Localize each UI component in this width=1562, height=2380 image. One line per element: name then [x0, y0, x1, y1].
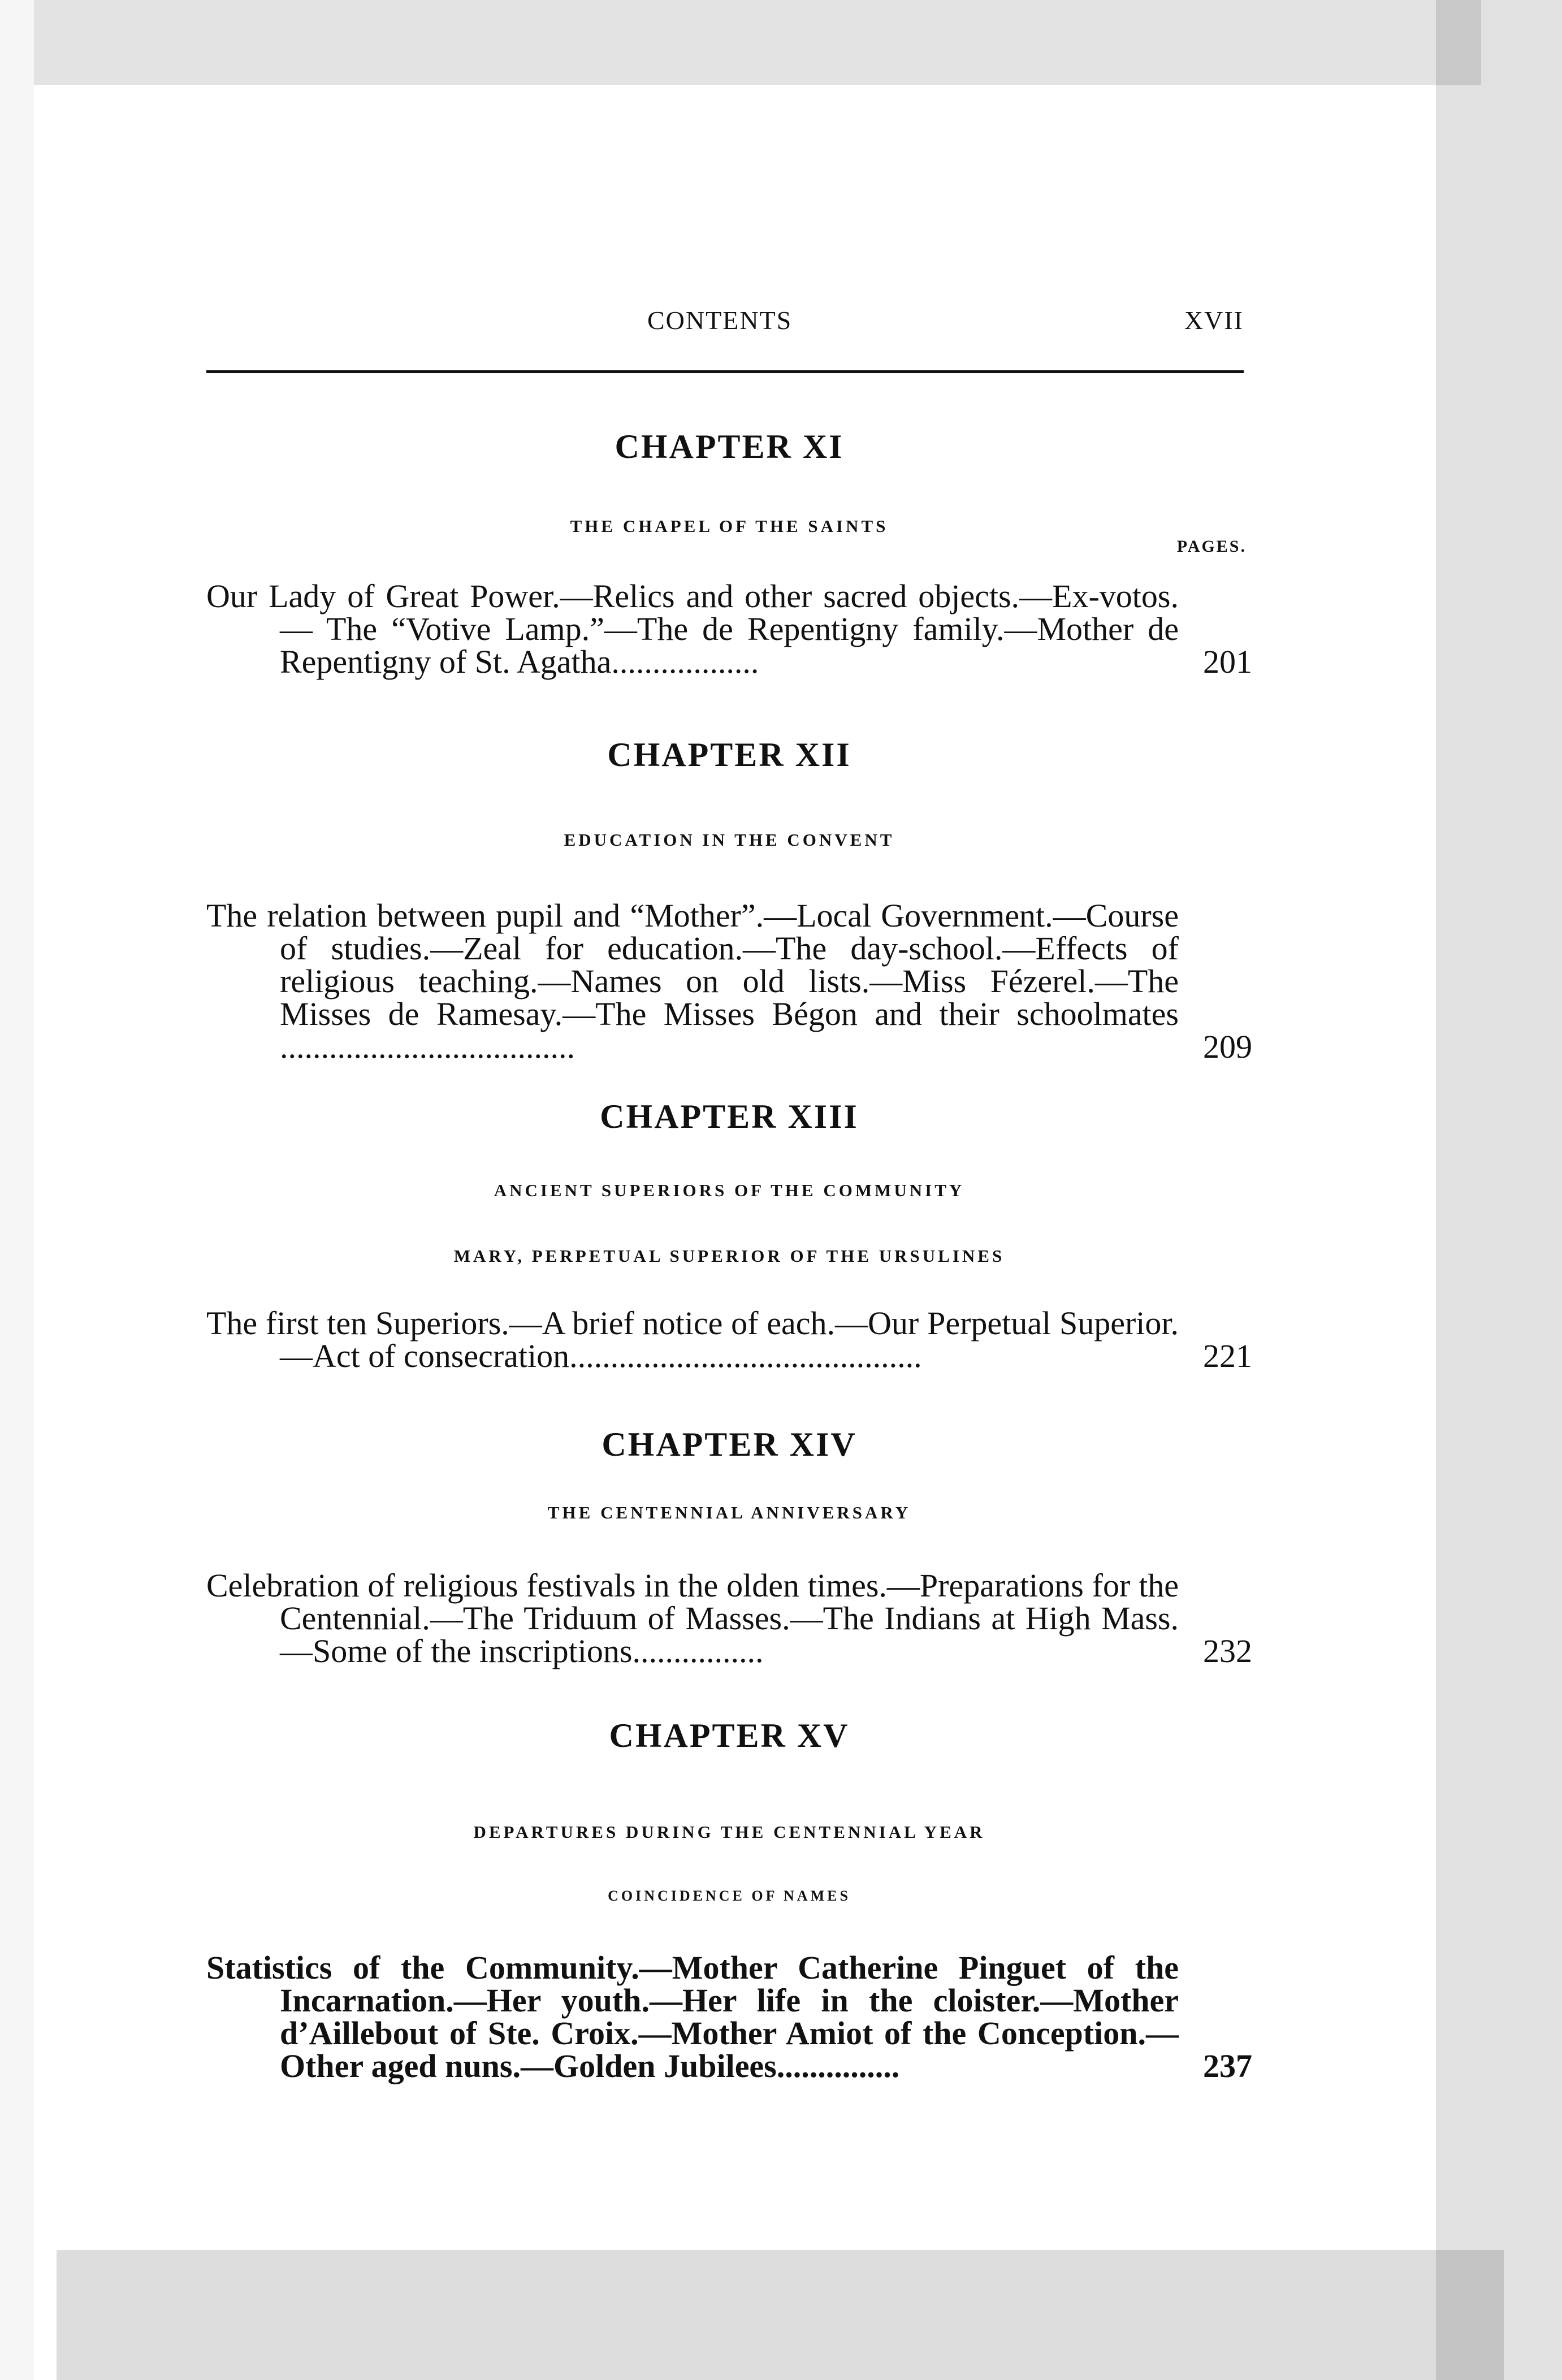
page-number: 232: [1203, 1633, 1252, 1669]
chapter-title: CHAPTER XII: [607, 736, 851, 773]
chapter-title: CHAPTER XI: [615, 428, 844, 465]
chapter-subtitle: ANCIENT SUPERIORS OF THE COMMUNITY: [494, 1180, 965, 1200]
chapter-title: CHAPTER XIII: [600, 1098, 859, 1135]
chapter-13: [206, 1100, 1252, 1373]
chapter-15: [206, 1719, 1252, 2083]
summary-text: Celebration of religious festivals in the olden times.—Preparations for the Centennial.—The Triduum of Masses.—The Indians at High Mass.—Some of the inscriptions................: [206, 1567, 1179, 1669]
chapter-subtitle: EDUCATION IN THE CONVENT: [564, 830, 895, 850]
page-number: 221: [1203, 1338, 1252, 1374]
chapter-summary: [206, 1569, 1252, 1668]
chapter-11: [206, 430, 1252, 678]
chapter-summary: [206, 1307, 1252, 1373]
page-number: 209: [1203, 1028, 1252, 1065]
chapter-subtitle: THE CENTENNIAL ANNIVERSARY: [547, 1503, 911, 1522]
scan-edge-top: [34, 0, 1481, 85]
summary-text: The first ten Superiors.—A brief notice of each.—Our Perpetual Superior.—Act of consecration...........................................: [206, 1305, 1179, 1374]
running-head: [206, 300, 1244, 345]
summary-text: Our Lady of Great Power.—Relics and other sacred objects.—Ex-votos.— The “Votive Lamp.”—The de Repentigny family.—Mother de Repentigny of St. Agatha..................: [206, 578, 1179, 680]
pages-label: PAGES.: [1176, 537, 1247, 556]
summary-text: Statistics of the Community.—Mother Catherine Pinguet of the Incarnation.—Her youth.—Her life in the cloister.—Mother d’Aillebout of Ste. Croix.—Mother Amiot of the Conception.—Other aged nuns.—Golden Jubilees...............: [206, 1949, 1179, 2084]
header-rule: [206, 370, 1244, 373]
chapter-summary: [206, 1951, 1252, 2083]
chapter-summary: [206, 899, 1252, 1063]
scan-edge-bottom: [57, 2250, 1504, 2380]
chapter-14: [206, 1427, 1252, 1668]
page-number: 201: [1203, 643, 1252, 680]
scan-edge-left: [0, 0, 34, 2380]
page-number: 237: [1203, 2048, 1252, 2084]
chapter-subtitle: DEPARTURES DURING THE CENTENNIAL YEAR: [473, 1822, 985, 1842]
running-head-title: CONTENTS: [647, 306, 793, 335]
summary-text: The relation between pupil and “Mother”.—Local Government.—Course of studies.—Zeal for education.—The day-school.—Effects of religious teaching.—Names on old lists.—Miss Fézerel.—The Misses de Ramesay.—The Misses Bégon and their schoolmates ....................................: [206, 897, 1179, 1065]
running-head-page-number: XVII: [1184, 306, 1244, 335]
chapter-title: CHAPTER XV: [609, 1717, 850, 1754]
chapter-title: CHAPTER XIV: [602, 1426, 857, 1463]
chapter-subtitle-secondary: COINCIDENCE OF NAMES: [608, 1888, 851, 1904]
chapter-summary: [206, 580, 1252, 678]
chapter-subtitle: THE CHAPEL OF THE SAINTS: [570, 516, 889, 536]
scan-edge-right: [1436, 0, 1562, 2380]
chapter-12: [206, 738, 1252, 1063]
chapter-subtitle-secondary: MARY, PERPETUAL SUPERIOR OF THE URSULINES: [453, 1246, 1005, 1266]
